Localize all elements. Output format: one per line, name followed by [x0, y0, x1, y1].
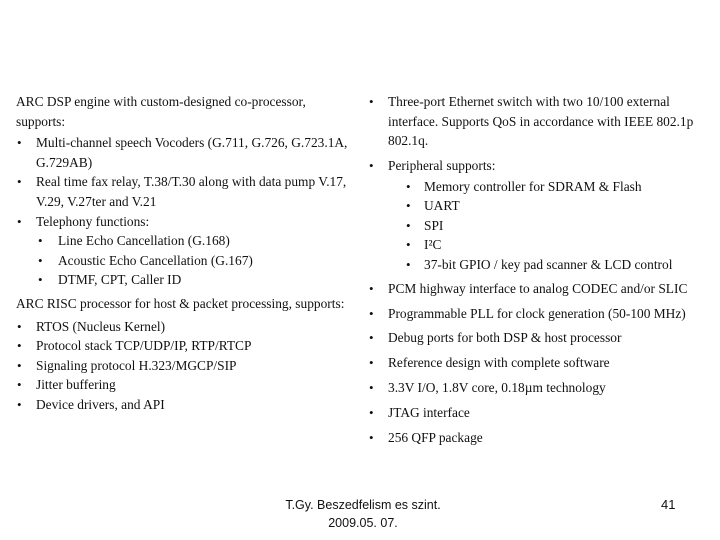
risc-intro: ARC RISC processor for host & packet processing, supports: [16, 295, 345, 311]
bullet-icon: • [17, 174, 22, 190]
list-item [16, 336, 351, 356]
sub-list-item [388, 177, 713, 197]
footer-title: T.Gy. Beszedfelism es szint. [285, 498, 441, 512]
list-item-text: JTAG interface [388, 405, 470, 421]
list-item [16, 317, 351, 337]
list-item [368, 304, 713, 324]
bullet-icon: • [38, 252, 43, 268]
list-item-text: RTOS (Nucleus Kernel) [36, 318, 166, 334]
list-item-text: PCM highway interface to analog CODEC and/or SLIC [388, 280, 688, 296]
list-item [16, 212, 351, 232]
list-item-text: Peripheral supports: [388, 158, 496, 174]
list-item [368, 92, 713, 151]
right-column [368, 92, 713, 453]
bullet-icon: • [369, 280, 374, 296]
bullet-icon: • [369, 158, 374, 174]
list-item-text: Debug ports for both DSP & host processor [388, 330, 622, 346]
bullet-icon: • [369, 405, 374, 421]
bullet-icon: • [369, 355, 374, 371]
list-item-text: Protocol stack TCP/UDP/IP, RTP/RTCP [36, 338, 252, 354]
bullet-icon: • [369, 305, 374, 321]
bullet-icon: • [369, 330, 374, 346]
list-item [16, 395, 351, 415]
list-item [368, 403, 713, 423]
dsp-feature-list [16, 133, 351, 290]
peripheral-sub-list [388, 177, 713, 275]
bullet-icon: • [17, 135, 22, 151]
bullet-icon: • [406, 198, 411, 214]
list-item [368, 328, 713, 348]
sub-list-item [16, 251, 351, 271]
hardware-feature-list [368, 92, 713, 448]
list-item-text: 256 QFP package [388, 429, 483, 445]
list-item [368, 279, 713, 299]
footer-date: 2009.05. 07. [328, 516, 398, 530]
sub-list-item-text: SPI [424, 217, 444, 233]
footer-caption [273, 496, 453, 532]
bullet-icon: • [406, 178, 411, 194]
list-item [16, 356, 351, 376]
bullet-icon: • [17, 338, 22, 354]
list-item [368, 378, 713, 398]
bullet-icon: • [17, 213, 22, 229]
list-item-text: Programmable PLL for clock generation (50-100 MHz) [388, 305, 686, 321]
list-item-text: Jitter buffering [36, 377, 116, 393]
list-item [16, 172, 351, 211]
sub-list-item-text: I²C [424, 237, 442, 253]
list-item-text: Multi-channel speech Vocoders (G.711, G.726, G.723.1A, G.729AB) [36, 135, 348, 170]
left-column [16, 92, 351, 419]
sub-list-item-text: 37-bit GPIO / key pad scanner & LCD control [424, 257, 673, 273]
sub-list-item [16, 231, 351, 251]
page-number: 41 [661, 497, 676, 512]
sub-list-item-text: Acoustic Echo Cancellation (G.167) [58, 252, 253, 268]
bullet-icon: • [406, 217, 411, 233]
list-item [16, 375, 351, 395]
list-item-text: 3.3V I/O, 1.8V core, 0.18µm technology [388, 380, 606, 396]
bullet-icon: • [369, 94, 374, 109]
bullet-icon: • [369, 429, 374, 445]
bullet-icon: • [406, 257, 411, 273]
sub-list-item [388, 255, 713, 275]
list-item-text: Telephony functions: [36, 213, 150, 229]
bullet-icon: • [406, 237, 411, 253]
bullet-icon: • [17, 318, 22, 334]
bullet-icon: • [17, 377, 22, 393]
list-item [368, 428, 713, 448]
list-item-text: Device drivers, and API [36, 396, 165, 412]
bullet-icon: • [38, 233, 43, 249]
risc-feature-list [16, 317, 351, 415]
sub-list-item-text: DTMF, CPT, Caller ID [58, 272, 182, 288]
bullet-icon: • [17, 396, 22, 412]
list-item-text: Three-port Ethernet switch with two 10/100 external interface. Supports QoS in accordance with IEEE 802.1p 802.1q. [388, 94, 694, 149]
bullet-icon: • [17, 357, 22, 373]
list-item [368, 353, 713, 373]
list-item [16, 133, 351, 172]
list-item [368, 156, 713, 275]
dsp-intro: ARC DSP engine with custom-designed co-processor, supports: [16, 94, 306, 129]
sub-list-item [388, 235, 713, 255]
bullet-icon: • [38, 272, 43, 288]
list-item-text: Signaling protocol H.323/MGCP/SIP [36, 357, 237, 373]
sub-list-item-text: UART [424, 198, 460, 214]
sub-list-item-text: Memory controller for SDRAM & Flash [424, 178, 642, 194]
sub-list-item [388, 216, 713, 236]
sub-list-item [16, 270, 351, 290]
list-item-text: Real time fax relay, T.38/T.30 along with data pump V.17, V.29, V.27ter and V.21 [36, 174, 347, 209]
sub-list-item-text: Line Echo Cancellation (G.168) [58, 233, 230, 249]
sub-list-item [388, 196, 713, 216]
list-item-text: Reference design with complete software [388, 355, 610, 371]
bullet-icon: • [369, 380, 374, 396]
